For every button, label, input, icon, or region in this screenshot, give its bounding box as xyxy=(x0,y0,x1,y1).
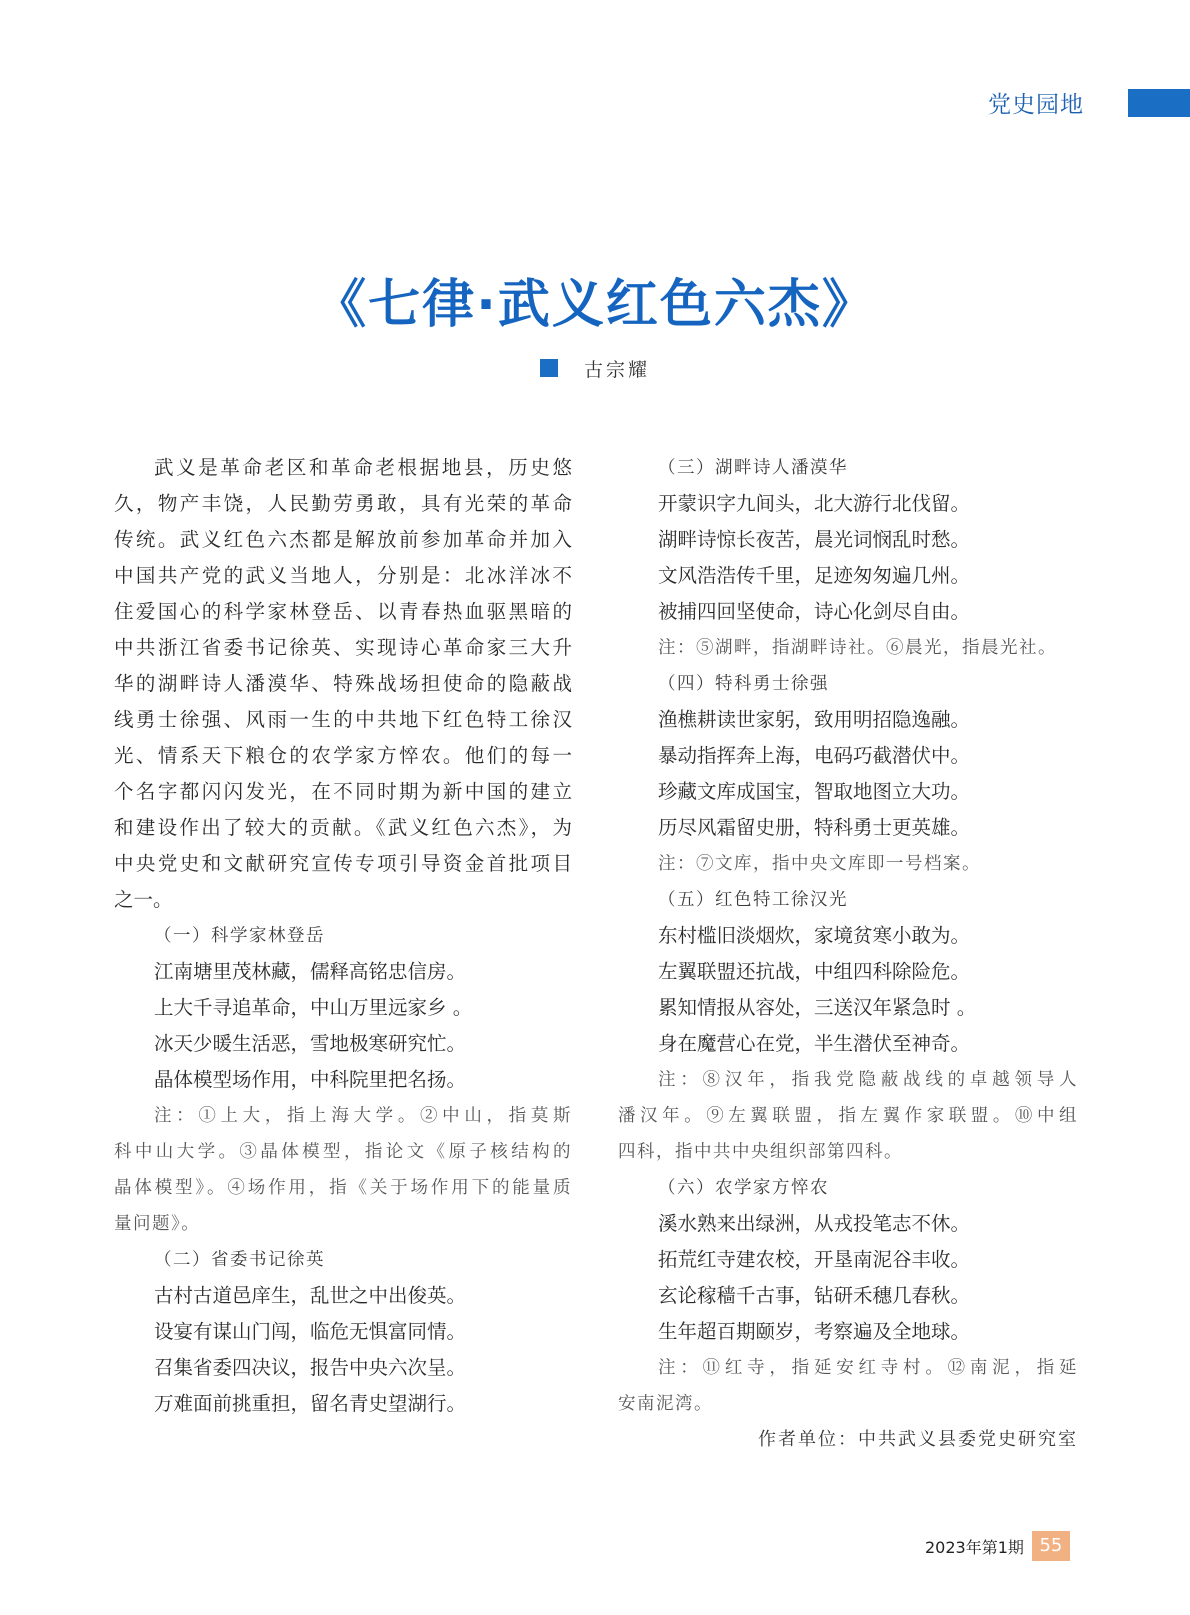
poem-heading: （四）特科勇士徐强 xyxy=(658,674,829,694)
intro-line: 华的湖畔诗人潘漠华、特殊战场担使命的隐蔽战 xyxy=(114,672,572,695)
poem-heading: （三）湖畔诗人潘漠华 xyxy=(658,458,848,478)
page-number: 55 xyxy=(1032,1531,1070,1561)
poem-note: 注：⑤湖畔，指湖畔诗社。⑥晨光，指晨光社。 xyxy=(658,638,1057,658)
poem-note: 四科，指中共中央组织部第四科。 xyxy=(618,1142,903,1162)
poem-line: 累知情报从容处，三送汉年紧急时 。 xyxy=(658,996,977,1019)
issue-label: 2023年第1期 xyxy=(925,1537,1024,1557)
author-name: 古宗耀 xyxy=(584,358,651,381)
poem-note: 注：⑧汉年，指我党隐蔽战线的卓越领导人 xyxy=(658,1070,1078,1090)
poem-line: 生年超百期颐岁，考察遍及全地球。 xyxy=(658,1320,971,1343)
intro-line: 中央党史和文献研究宣传专项引导资金首批项目 xyxy=(114,852,572,875)
poem-line: 玄论稼穑千古事，钻研禾穗几春秋。 xyxy=(658,1284,971,1307)
left-column xyxy=(114,450,572,1422)
poem-line: 珍藏文库成国宝，智取地图立大功。 xyxy=(658,780,971,803)
poem-line: 召集省委四决议，报告中央六次呈。 xyxy=(154,1356,467,1379)
author-square-icon xyxy=(540,359,558,377)
poem-note: 注：①上大，指上海大学。②中山，指莫斯 xyxy=(154,1106,572,1126)
poem-heading: （六）农学家方悴农 xyxy=(658,1178,829,1198)
section-accent-bar xyxy=(1128,89,1190,117)
poem-heading: （一）科学家林登岳 xyxy=(154,926,325,946)
page-footer xyxy=(925,1531,1070,1561)
poem-line: 晶体模型场作用，中科院里把名扬。 xyxy=(154,1068,467,1091)
poem-line: 湖畔诗惊长夜苦，晨光词悯乱时愁。 xyxy=(658,528,971,551)
poem-note: 注：⑦文库，指中央文库即一号档案。 xyxy=(658,854,981,874)
poem-line: 历尽风霜留史册，特科勇士更英雄。 xyxy=(658,816,971,839)
section-label: 党史园地 xyxy=(988,92,1084,118)
intro-line: 和建设作出了较大的贡献。《武义红色六杰》，为 xyxy=(114,816,572,839)
poem-line: 上大千寻追革命，中山万里远家乡 。 xyxy=(154,996,473,1019)
poem-line: 设宴有谋山门闯，临危无惧富同情。 xyxy=(154,1320,467,1343)
right-column xyxy=(618,450,1078,1458)
poem-heading: （二）省委书记徐英 xyxy=(154,1250,325,1270)
poem-line: 左翼联盟还抗战，中组四科除险危。 xyxy=(658,960,971,983)
poem-heading: （五）红色特工徐汉光 xyxy=(658,890,848,910)
poem-line: 拓荒红寺建农校，开垦南泥谷丰收。 xyxy=(658,1248,971,1271)
poem-line: 被捕四回坚使命，诗心化剑尽自由。 xyxy=(658,600,971,623)
intro-line: 武义是革命老区和革命老根据地县，历史悠 xyxy=(154,456,572,479)
poem-line: 身在魔营心在党，半生潜伏至神奇。 xyxy=(658,1032,971,1055)
article-title: 《七律·武义红色六杰》 xyxy=(314,275,876,335)
intro-line: 个名字都闪闪发光，在不同时期为新中国的建立 xyxy=(114,780,572,803)
poem-line: 古村古道邑庠生，乱世之中出俊英。 xyxy=(154,1284,467,1307)
intro-line: 线勇士徐强、风雨一生的中共地下红色特工徐汉 xyxy=(114,708,572,731)
poem-note: 量问题》。 xyxy=(114,1214,201,1234)
poem-line: 开蒙识字九间头，北大游行北伐留。 xyxy=(658,492,971,515)
intro-line: 住爱国心的科学家林登岳、以青春热血驱黑暗的 xyxy=(114,600,572,623)
intro-line: 光、情系天下粮仓的农学家方悴农。他们的每一 xyxy=(114,744,572,767)
poem-line: 江南塘里茂林藏，儒释高铭忠信房。 xyxy=(154,960,467,983)
poem-line: 文风浩浩传千里，足迹匆匆遍几州。 xyxy=(658,564,971,587)
poem-line: 渔樵耕读世家躬，致用明招隐逸融。 xyxy=(658,708,971,731)
poem-note: 安南泥湾。 xyxy=(618,1394,713,1414)
author-line xyxy=(540,355,650,381)
poem-line: 东村槛旧淡烟炊，家境贫寒小敢为。 xyxy=(658,924,971,947)
poem-line: 暴动指挥奔上海，电码巧截潜伏中。 xyxy=(658,744,971,767)
poem-note: 潘汉年。⑨左翼联盟，指左翼作家联盟。⑩中组 xyxy=(618,1106,1078,1126)
poem-note: 科中山大学。③晶体模型，指论文《原子核结构的 xyxy=(114,1142,572,1162)
intro-line: 中共浙江省委书记徐英、实现诗心革命家三大升 xyxy=(114,636,572,659)
intro-line: 久，物产丰饶，人民勤劳勇敢，具有光荣的革命 xyxy=(114,492,572,515)
poem-line: 万难面前挑重担，留名青史望湖行。 xyxy=(154,1392,467,1415)
intro-line: 中国共产党的武义当地人，分别是：北冰洋冰不 xyxy=(114,564,572,587)
poem-note: 晶体模型》。④场作用，指《关于场作用下的能量质 xyxy=(114,1178,572,1198)
intro-line: 之一。 xyxy=(114,888,173,911)
intro-line: 传统。武义红色六杰都是解放前参加革命并加入 xyxy=(114,528,572,551)
author-affiliation: 作者单位：中共武义县委党史研究室 xyxy=(758,1429,1078,1450)
poem-line: 冰天少暖生活恶，雪地极寒研究忙。 xyxy=(154,1032,467,1055)
poem-line: 溪水熟来出绿洲，从戎投笔志不休。 xyxy=(658,1212,971,1235)
poem-note: 注：⑪红寺，指延安红寺村。⑫南泥，指延 xyxy=(658,1358,1078,1378)
